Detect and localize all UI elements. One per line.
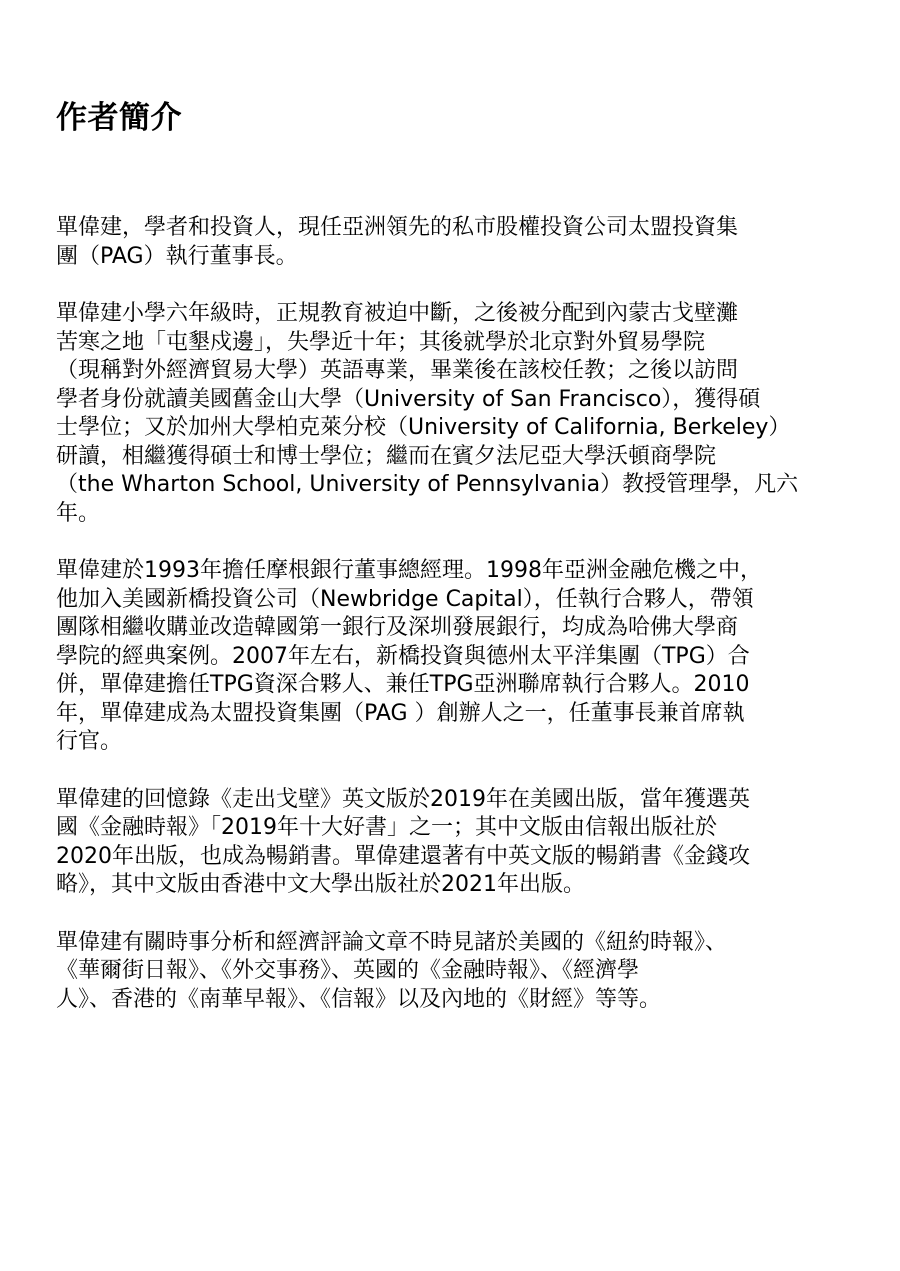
paragraph-commentary: 單偉建有關時事分析和經濟評論文章不時見諸於美國的《紐約時報》、 《華爾街日報》、《外交事務》、英國的《金融時報》、《經濟學 人》、香港的《南華早報》、《信報》以及內地的《財經》等等。	[56, 929, 728, 1012]
paragraph-career: 單偉建於1993年擔任摩根銀行董事總經理。1998年亞洲金融危機之中， 他加入美國新橋投資公司（Newbridge Capital），任執行合夥人，帶領 團隊相繼收購並改造韓國第一銀行及深圳發展銀行，均成為哈佛大學商 學院的經典案例。2007年左右，新橋投資與德州太平洋集團（TPG）合 併，單偉建擔任TPG資深合夥人、兼任TPG亞洲聯席執行合夥人。2010 年，單偉建成為太盟投資集團（PAG ）創辦人之一，任董事長兼首席執 行官。	[56, 558, 762, 754]
paragraph-intro: 單偉建，學者和投資人，現任亞洲領先的私市股權投資公司太盟投資集 團（PAG）執行董事長。	[56, 215, 739, 269]
paragraph-education: 單偉建小學六年級時，正規教育被迫中斷，之後被分配到內蒙古戈壁灘 苦寒之地「屯墾戍邊」，失學近十年；其後就學於北京對外貿易學院 （現稱對外經濟貿易大學）英語專業，畢業後在該校任教；之後以訪問 學者身份就讀美國舊金山大學（University of San Francisco），獲得碩 士學位；又於加州大學柏克萊分校（University of California, Berkeley） 研讀，相繼獲得碩士和博士學位；繼而在賓夕法尼亞大學沃頓商學院 （the Wharton School, University of Pennsylvania）教授管理學，凡六 年。	[56, 301, 799, 526]
page-title: 作者簡介	[56, 100, 182, 136]
document-body	[56, 214, 846, 1043]
paragraph-publications: 單偉建的回憶錄《走出戈壁》英文版於2019年在美國出版，當年獲選英 國《金融時報》「2019年十大好書」之一；其中文版由信報出版社於 2020年出版，也成為暢銷書。單偉建還著有中英文版的暢銷書《金錢攻 略》，其中文版由香港中文大學出版社於2021年出版。	[56, 786, 750, 897]
